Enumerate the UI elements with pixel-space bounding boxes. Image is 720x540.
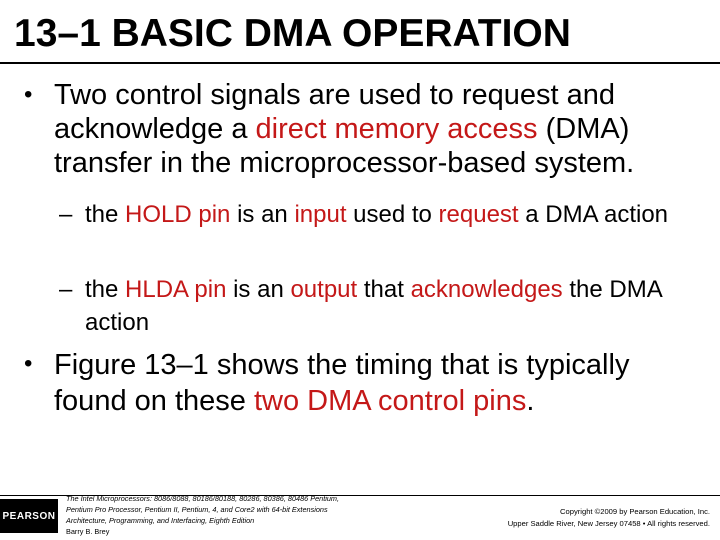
book-citation-line: Architecture, Programming, and Interfacing, Eighth Edition xyxy=(66,516,255,525)
sub-bullet-segment: a DMA action xyxy=(518,201,669,228)
highlight-direct-memory-access: direct memory access xyxy=(255,113,538,145)
pearson-logo-text: PEARSON xyxy=(2,510,56,522)
sub-bullet-segment: is an xyxy=(226,276,291,303)
book-citation-line: The Intel Microprocessors: 8086/8088, 80186/80188, 80286, 80386, 80486 Pentium, xyxy=(66,494,340,503)
bullet-marker: • xyxy=(24,350,33,377)
book-author: Barry B. Brey xyxy=(66,527,110,536)
pearson-logo xyxy=(0,499,58,533)
sub-bullet-segment: used to xyxy=(346,201,439,228)
bullet-text-segment: Figure 13–1 shows the timing that is typically found on these xyxy=(54,349,630,417)
main-bullet xyxy=(24,78,704,180)
sub-bullet-segment: the xyxy=(85,201,126,228)
sub-bullet-row xyxy=(59,273,699,339)
sub-bullet-text xyxy=(79,198,689,231)
sub-bullet-marker: – xyxy=(59,276,73,303)
copyright-line: Copyright ©2009 by Pearson Education, Inc. xyxy=(560,507,710,516)
bullet-text-segment: (DMA) transfer in the microprocessor-based system. xyxy=(54,113,635,179)
main-bullet xyxy=(24,347,704,419)
book-citation xyxy=(66,493,386,537)
sub-bullet-text xyxy=(79,273,689,339)
title-divider xyxy=(0,62,720,64)
highlight-output: output xyxy=(290,276,358,303)
highlight-hold-pin: HOLD pin xyxy=(125,201,231,228)
sub-bullet-segment: is an xyxy=(230,201,295,228)
sub-bullet-segment: the DMA action xyxy=(85,276,662,336)
highlight-hlda-pin: HLDA pin xyxy=(125,276,227,303)
sub-bullet xyxy=(59,198,699,231)
bullet-text-segment: Two control signals are used to request and acknowledge a xyxy=(54,79,615,145)
main-bullet-text xyxy=(54,347,704,419)
main-bullet-text xyxy=(54,78,704,180)
sub-bullet-segment: the xyxy=(85,276,126,303)
copyright-notice xyxy=(420,506,710,530)
highlight-two-dma-control-pins: two DMA control pins xyxy=(253,385,527,417)
page-title: 13–1 BASIC DMA OPERATION xyxy=(14,12,571,55)
sub-bullet-marker: – xyxy=(59,201,73,228)
sub-bullet xyxy=(59,273,699,339)
main-bullet-row xyxy=(24,347,704,419)
sub-bullet-row xyxy=(59,198,699,231)
address-line: Upper Saddle River, New Jersey 07458 • All rights reserved. xyxy=(507,519,710,528)
highlight-request: request xyxy=(438,201,519,228)
bullet-marker: • xyxy=(24,81,33,108)
highlight-acknowledges: acknowledges xyxy=(410,276,563,303)
highlight-input: input xyxy=(294,201,347,228)
main-bullet-row xyxy=(24,78,704,180)
sub-bullet-segment: that xyxy=(357,276,411,303)
book-citation-line: Pentium Pro Processor, Pentium II, Pentium, 4, and Core2 with 64-bit Extensions xyxy=(66,505,328,514)
bullet-text-segment: . xyxy=(526,385,535,417)
